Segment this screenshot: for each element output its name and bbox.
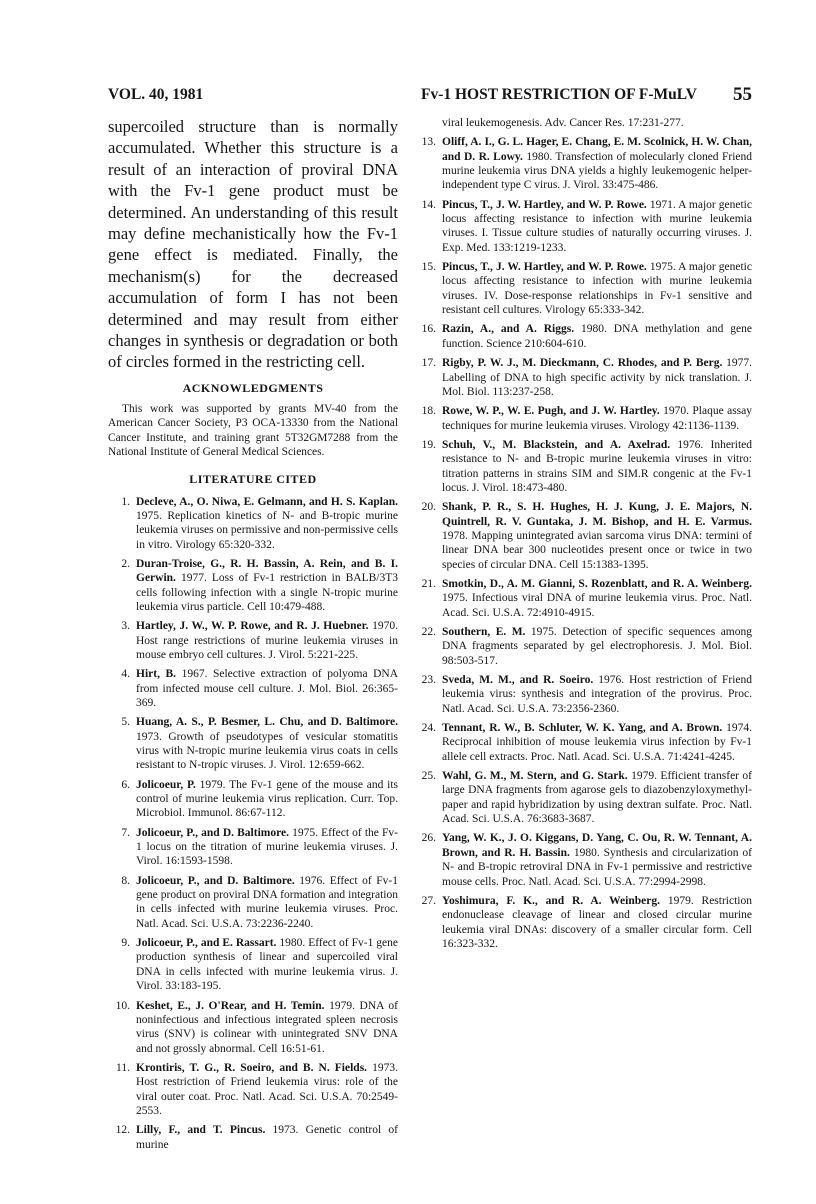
reference-number: 6. <box>121 778 130 791</box>
reference-number: 8. <box>121 874 130 887</box>
reference-number: 7. <box>121 826 130 839</box>
reference-authors: Shank, P. R., S. H. Hughes, H. J. Kung, J. E. Majors, N. Quintrell, R. V. Guntaka, J. M. Bishop, and H. E. Varmus. <box>442 501 752 528</box>
reference-citation: 1980. Synthesis and circularization of N- and B-tropic retroviral DNA in Fv-1 permissive and restrictive mouse cells. Proc. Natl. Acad. Sci. U.S.A. 77:2994-2998. <box>442 846 752 888</box>
reference-authors: Decleve, A., O. Niwa, E. Gelmann, and H. S. Kaplan. <box>136 495 398 508</box>
reference-authors: Razin, A., and A. Riggs. <box>442 323 575 336</box>
reference-number: 22. <box>421 626 436 638</box>
running-header <box>108 86 752 112</box>
reference-citation: 1980. DNA methylation and gene function. Science 210:604-610. <box>442 323 753 350</box>
reference-number: 13. <box>421 136 436 149</box>
reference-authors: Rigby, P. W. J., M. Dieckmann, C. Rhodes, and P. Berg. <box>442 357 723 370</box>
body-paragraph: supercoiled structure than is normally accumulated. Whether this structure is a result of an interaction of proviral DNA with the Fv-1 gene product must be determined. An understanding of this result may define mechanistically how the Fv-1 gene effect is mediated. Finally, the mechanism(s) for the decreased accumulation of form I has not been determined and may result from either changes in synthesis or degradation or both of circles formed in the restricting cell. <box>108 117 398 372</box>
acknowledgments-text: This work was supported by grants MV-40 from the American Cancer Society, P3 OCA-13330 from the National Cancer Institute, and training grant 5T32GM7288 from the National Institute of General Medical Sciences. <box>108 402 398 459</box>
reference-body <box>442 500 752 572</box>
reference-item <box>414 831 752 888</box>
reference-number: 11. <box>116 1061 130 1074</box>
reference-item <box>108 619 398 662</box>
reference-authors: Oliff, A. I., G. L. Hager, E. Chang, E. M. Scolnick, H. W. Chan, and D. R. Lowy. <box>442 136 752 163</box>
reference-authors: Pincus, T., J. W. Hartley, and W. P. Rowe. <box>442 198 647 211</box>
reference-citation: 1976. Host restriction of Friend leukemia virus: synthesis and integration of the provirus. Proc. Natl. Acad. Sci. U.S.A. 73:2356-2360. <box>442 674 753 715</box>
reference-citation: 1977. Loss of Fv-1 restriction in BALB/3T3 cells following infection with a single N-tropic murine leukemia virus particle. Cell 10:479-488. <box>136 572 398 613</box>
reference-citation: 1971. A major genetic locus affecting resistance to infection with murine leukemia viruses. I. Tissue culture studies of naturally occurring viruses. J. Exp. Med. 133:1219-1233. <box>442 198 752 254</box>
reference-authors: Duran-Troise, G., R. H. Bassin, A. Rein, and B. I. Gerwin. <box>136 557 398 585</box>
reference-list-left <box>108 495 398 1152</box>
left-column <box>108 116 398 1157</box>
reference-item <box>414 769 752 826</box>
reference-number: 27. <box>421 894 436 907</box>
reference-body <box>442 831 752 888</box>
reference-citation: 1975. Replication kinetics of N- and B-tropic murine leukemia viruses on permissive and non-permissive cells in vitro. Virology 65:320-332. <box>136 509 398 551</box>
reference-number: 17. <box>421 357 436 370</box>
reference-number: 10. <box>115 999 130 1012</box>
reference-item <box>108 1123 398 1152</box>
reference-body <box>136 999 398 1056</box>
reference-item <box>108 667 398 710</box>
reference-body <box>442 673 752 716</box>
reference-number: 26. <box>421 832 436 845</box>
reference-item <box>414 260 752 317</box>
reference-item <box>414 356 752 399</box>
reference-citation: 1975. Detection of specific sequences among DNA fragments separated by gel electrophoresis. J. Mol. Biol. 98:503-517. <box>442 626 752 667</box>
reference-citation: 1979. DNA of noninfectious and infectious integrated spleen necrosis virus (SNV) is colinear with unintegrated SNV DNA and not grossly abnormal. Cell 16:51-61. <box>136 999 398 1055</box>
reference-body <box>136 826 398 869</box>
reference-authors: Jolicoeur, P., and D. Baltimore. <box>136 874 295 887</box>
reference-body <box>136 619 398 662</box>
reference-authors: Schuh, V., M. Blackstein, and A. Axelrad. <box>442 438 671 451</box>
reference-body <box>136 667 398 710</box>
reference-item <box>414 673 752 716</box>
reference-citation: 1977. Labelling of DNA to high specific activity by nick translation. J. Mol. Biol. 113:237-258. <box>442 357 753 398</box>
reference-body <box>136 778 398 821</box>
reference-authors: Hirt, B. <box>136 668 177 681</box>
reference-item <box>414 625 752 668</box>
reference-authors: Southern, E. M. <box>442 626 526 638</box>
reference-authors: Krontiris, T. G., R. Soeiro, and B. N. Fields. <box>136 1061 368 1074</box>
reference-authors: Pincus, T., J. W. Hartley, and W. P. Rowe. <box>442 261 647 274</box>
literature-heading: LITERATURE CITED <box>189 471 317 486</box>
reference-number: 21. <box>421 577 436 590</box>
reference-authors: Hartley, J. W., W. P. Rowe, and R. J. Huebner. <box>136 620 369 633</box>
reference-number: 24. <box>421 722 436 735</box>
reference-citation: 1976. Inherited resistance to N- and B-tropic murine leukemia viruses in vitro: titration patterns in strains SIM and SIM.R congenic at the Fv-1 locus. J. Virol. 18:473-480. <box>442 438 752 494</box>
reference-body <box>442 260 752 317</box>
reference-citation: 1979. The Fv-1 gene of the mouse and its control of murine leukemia virus replication. Curr. Top. Microbiol. Immunol. 86:67-112. <box>136 778 399 820</box>
reference-item <box>108 999 398 1056</box>
reference-authors: Jolicoeur, P., and D. Baltimore. <box>136 826 289 839</box>
reference-body <box>136 1061 398 1118</box>
reference-number: 12. <box>115 1124 130 1137</box>
reference-item <box>108 557 398 614</box>
reference-citation: 1978. Mapping unintegrated avian sarcoma virus DNA: termini of linear DNA bear 300 nucleotides present once or twice in two species of circular DNA. Cell 15:1383-1395. <box>442 529 752 571</box>
reference-number: 23. <box>421 674 436 687</box>
reference-authors: Tennant, R. W., B. Schluter, W. K. Yang, and A. Brown. <box>442 722 723 735</box>
reference-body <box>442 721 752 764</box>
reference-number: 4. <box>121 668 130 681</box>
reference-citation: 1970. Host range restrictions of murine leukemia viruses in mouse embryo cell cultures. J. Virol. 5:221-225. <box>136 620 399 661</box>
reference-item <box>414 135 752 192</box>
reference-item <box>414 500 752 572</box>
reference-body <box>442 577 752 620</box>
reference-body <box>136 936 398 993</box>
reference-item <box>108 715 398 772</box>
reference-number: 19. <box>421 438 436 451</box>
reference-authors: Yoshimura, F. K., and R. A. Weinberg. <box>442 894 660 907</box>
reference-body <box>136 1123 398 1152</box>
reference-body <box>136 557 398 614</box>
reference-item <box>414 577 752 620</box>
reference-number: 25. <box>421 770 436 783</box>
reference-citation: 1974. Reciprocal inhibition of mouse leukemia virus infection by Fv-1 allele cell extracts. Proc. Natl. Acad. Sci. U.S.A. 71:4241-4245. <box>442 722 753 763</box>
reference-item <box>414 404 752 433</box>
reference-body <box>136 874 398 931</box>
reference-item <box>414 721 752 764</box>
page-number: 55 <box>733 84 752 105</box>
reference-body <box>442 769 752 826</box>
reference-citation: 1967. Selective extraction of polyoma DNA from infected mouse cell culture. J. Mol. Biol. 26:365-369. <box>136 668 398 709</box>
reference-citation: 1980. Effect of Fv-1 gene production synthesis of linear and supercoiled viral DNA in cells infected with murine leukemia virus. J. Virol. 33:183-195. <box>136 937 398 993</box>
reference-body <box>442 404 752 433</box>
reference-number: 20. <box>421 501 436 514</box>
reference-citation: 1979. Efficient transfer of large DNA fragments from agarose gels to diazobenzyloxymethyl-paper and rapid hybridization by using dextran sulfate. Proc. Natl. Acad. Sci. U.S.A. 76:3683-3687. <box>442 770 753 826</box>
reference-body <box>442 198 752 255</box>
reference-item <box>108 874 398 931</box>
reference-body <box>442 356 752 399</box>
reference-authors: Jolicoeur, P., and E. Rassart. <box>136 937 277 950</box>
reference-citation: 1975. A major genetic locus affecting resistance to infection with murine leukemia viruses. IV. Dose-response relationships in Fv-1 sensitive and resistant cell cultures. Virology 65:333-342. <box>442 261 752 317</box>
reference-body <box>442 894 752 951</box>
reference-citation: 1979. Restriction endonuclease cleavage of linear and closed circular murine leukemia viral DNAs: discovery of a smaller circular form. Cell 16:323-332. <box>442 894 752 950</box>
reference-body <box>136 495 398 552</box>
reference-authors: Huang, A. S., P. Besmer, L. Chu, and D. Baltimore. <box>136 716 398 729</box>
reference-citation: 1973. Growth of pseudotypes of vesicular stomatitis virus with N-tropic murine leukemia virus coats in cells resistant to N-tropic viruses. J. Virol. 12:659-662. <box>136 730 398 772</box>
reference-citation: 1975. Effect of the Fv-1 locus on the titration of murine leukemia viruses. J. Virol. 16:1593-1598. <box>136 826 399 868</box>
reference-item <box>108 1061 398 1118</box>
acknowledgments-heading: ACKNOWLEDGMENTS <box>182 380 324 395</box>
reference-body <box>136 715 398 772</box>
reference-item <box>108 936 398 993</box>
reference-citation: 1973. Genetic control of murine <box>136 1124 398 1151</box>
reference-number: 14. <box>421 198 436 211</box>
reference-number: 5. <box>121 716 130 729</box>
reference-item <box>108 778 398 821</box>
reference-body <box>442 135 752 192</box>
right-column <box>414 116 752 956</box>
reference-number: 15. <box>421 261 436 274</box>
reference-authors: Keshet, E., J. O'Rear, and H. Temin. <box>136 999 325 1012</box>
reference-citation: 1976. Effect of Fv-1 gene product on proviral DNA formation and integration in cells infected with murine leukemia viruses. Proc. Natl. Acad. Sci. U.S.A. 73:2236-2240. <box>136 874 399 930</box>
reference-item <box>414 198 752 255</box>
reference-number: 2. <box>121 557 130 570</box>
reference-authors: Jolicoeur, P. <box>136 778 196 791</box>
reference-item <box>414 438 752 495</box>
reference-body <box>442 322 752 351</box>
volume-year: VOL. 40, 1981 <box>108 86 204 103</box>
reference-authors: Smotkin, D., A. M. Gianni, S. Rozenblatt, and R. A. Weinberg. <box>442 577 752 590</box>
reference-body <box>442 625 752 668</box>
reference-authors: Wahl, G. M., M. Stern, and G. Stark. <box>442 770 628 783</box>
reference-continuation-text: viral leukemogenesis. Adv. Cancer Res. 17:231-277. <box>442 117 684 129</box>
reference-list-right <box>414 135 752 951</box>
reference-authors: Sveda, M. M., and R. Soeiro. <box>442 674 594 687</box>
reference-authors: Lilly, F., and T. Pincus. <box>136 1124 266 1137</box>
reference-number: 16. <box>421 323 436 336</box>
reference-authors: Yang, W. K., J. O. Kiggans, D. Yang, C. Ou, R. W. Tennant, A. Brown, and R. H. Bassin. <box>442 832 752 859</box>
reference-item <box>414 322 752 351</box>
reference-number: 1. <box>121 495 130 508</box>
reference-item <box>108 826 398 869</box>
reference-number: 9. <box>121 937 130 950</box>
reference-citation: 1973. Host restriction of Friend leukemia virus: role of the viral outer coat. Proc. Natl. Acad. Sci. U.S.A. 70:2549-2553. <box>136 1061 399 1117</box>
reference-item <box>414 894 752 951</box>
reference-continuation <box>414 116 752 130</box>
reference-item <box>108 495 398 552</box>
running-title: Fv-1 HOST RESTRICTION OF F-MuLV <box>421 86 697 103</box>
reference-authors: Rowe, W. P., W. E. Pugh, and J. W. Hartley. <box>442 405 660 418</box>
reference-number: 3. <box>121 620 130 633</box>
reference-body <box>442 438 752 495</box>
reference-citation: 1970. Plaque assay techniques for murine leukemia viruses. Virology 42:1136-1139. <box>442 405 752 432</box>
reference-number: 18. <box>421 405 436 418</box>
reference-citation: 1980. Transfection of molecularly cloned Friend murine leukemia virus DNA yields a highly leukemogenic helper-independent type C virus. J. Virol. 33:475-486. <box>442 150 753 192</box>
reference-citation: 1975. Infectious viral DNA of murine leukemia virus. Proc. Natl. Acad. Sci. U.S.A. 72:4910-4915. <box>442 592 752 619</box>
